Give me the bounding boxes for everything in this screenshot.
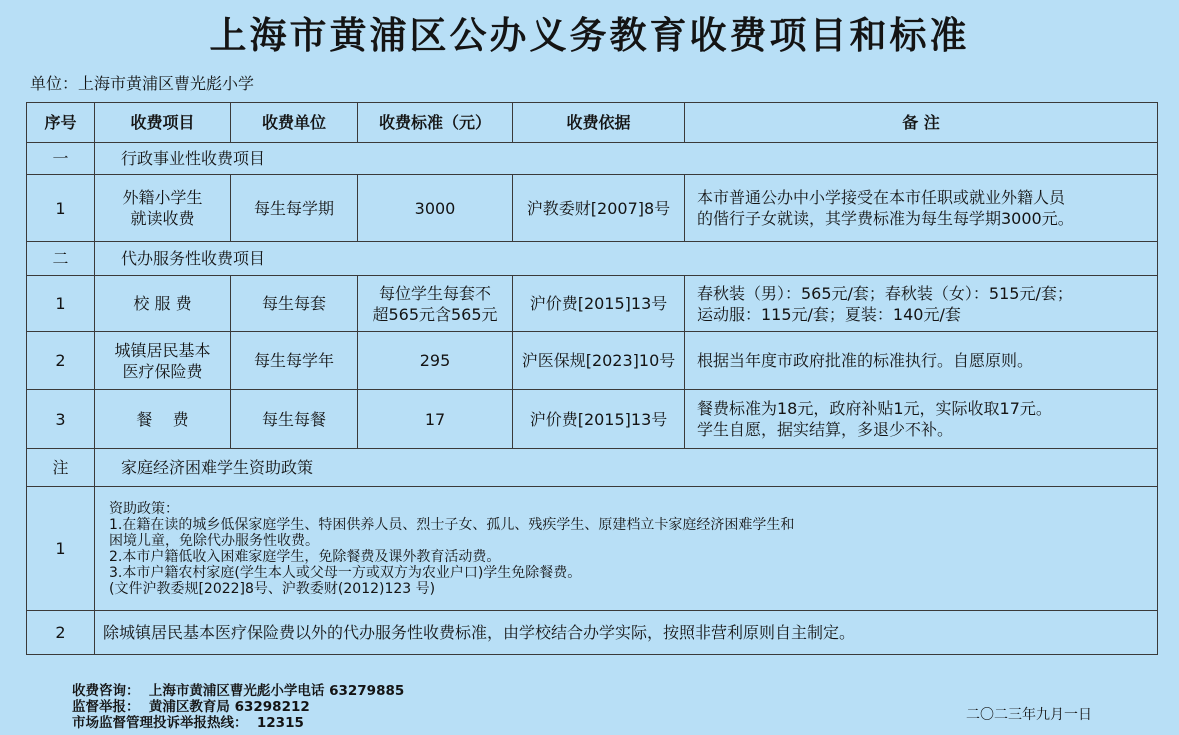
- consult-line: 收费咨询： 上海市黄浦区曹光彪小学电话 63279885: [72, 683, 405, 699]
- header-standard: 收费标准（元）: [358, 103, 513, 143]
- section-row-service: [27, 242, 1158, 276]
- section-title: 家庭经济困难学生资助政策: [95, 449, 1158, 487]
- row-item: 外籍小学生 就读收费: [95, 175, 231, 242]
- row-basis: 沪价费[2015]13号: [513, 276, 685, 332]
- section-title: 行政事业性收费项目: [95, 143, 1158, 175]
- footer-contacts: [72, 683, 404, 731]
- row-unit: 每生每餐: [231, 390, 358, 449]
- row-remark: 春秋装（男）：565元/套；春秋装（女）：515元/套； 运动服：115元/套；夏装：140元/套: [685, 276, 1158, 332]
- row-item: 餐 费: [95, 390, 231, 449]
- row-remark: 根据当年度市政府批准的标准执行。自愿原则。: [685, 332, 1158, 390]
- school-unit: 单位：上海市黄浦区曹光彪小学: [30, 74, 255, 93]
- row-item: 城镇居民基本 医疗保险费: [95, 332, 231, 390]
- note-text: 除城镇居民基本医疗保险费以外的代办服务性收费标准，由学校结合办学实际，按照非营利原则自主制定。: [95, 611, 1158, 655]
- row-standard: 3000: [358, 175, 513, 242]
- table-row: [27, 390, 1158, 449]
- row-item: 校 服 费: [95, 276, 231, 332]
- row-seq: 2: [27, 611, 95, 655]
- row-seq: 3: [27, 390, 95, 449]
- row-seq: 1: [27, 487, 95, 611]
- section-title: 代办服务性收费项目: [95, 242, 1158, 276]
- section-number: 二: [27, 242, 95, 276]
- issue-date: 二〇二三年九月一日: [966, 707, 1092, 723]
- table-row: [27, 611, 1158, 655]
- row-basis: 沪价费[2015]13号: [513, 390, 685, 449]
- header-unit: 收费单位: [231, 103, 358, 143]
- row-standard: 每位学生每套不 超565元含565元: [358, 276, 513, 332]
- section-row-notes: [27, 449, 1158, 487]
- header-basis: 收费依据: [513, 103, 685, 143]
- fee-table: [26, 102, 1158, 655]
- section-number: 一: [27, 143, 95, 175]
- row-basis: 沪医保规[2023]10号: [513, 332, 685, 390]
- section-number: 注: [27, 449, 95, 487]
- row-seq: 1: [27, 175, 95, 242]
- policy-text: 资助政策： 1.在籍在读的城乡低保家庭学生、特困供养人员、烈士子女、孤儿、残疾学生、原建档立卡家庭经济困难学生和 困境儿童，免除代办服务性收费。 2.本市户籍低收入困难家庭学生，免除餐费及课外教育活动费。 3.本市户籍农村家庭(学生本人或父母一方或双方为农业户口)学生免除餐费。 (文件沪教委规[2022]8号、沪教委财(2012)123 号): [95, 487, 1158, 611]
- row-basis: 沪教委财[2007]8号: [513, 175, 685, 242]
- row-standard: 295: [358, 332, 513, 390]
- section-row-admin: [27, 143, 1158, 175]
- row-remark: 本市普通公办中小学接受在本市任职或就业外籍人员 的偕行子女就读，其学费标准为每生每学期3000元。: [685, 175, 1158, 242]
- row-seq: 2: [27, 332, 95, 390]
- table-header-row: [27, 103, 1158, 143]
- header-item: 收费项目: [95, 103, 231, 143]
- row-remark: 餐费标准为18元，政府补贴1元，实际收取17元。 学生自愿，据实结算，多退少不补。: [685, 390, 1158, 449]
- document-title: 上海市黄浦区公办义务教育收费项目和标准: [209, 14, 970, 57]
- header-remark: 备 注: [685, 103, 1158, 143]
- row-standard: 17: [358, 390, 513, 449]
- table-row: [27, 175, 1158, 242]
- table-row: [27, 276, 1158, 332]
- supervise-line: 监督举报： 黄浦区教育局 63298212: [72, 699, 310, 715]
- row-unit: 每生每学年: [231, 332, 358, 390]
- row-unit: 每生每学期: [231, 175, 358, 242]
- hotline-line: 市场监督管理投诉举报热线： 12315: [72, 715, 304, 731]
- table-row: [27, 332, 1158, 390]
- header-seq: 序号: [27, 103, 95, 143]
- row-seq: 1: [27, 276, 95, 332]
- table-row: [27, 487, 1158, 611]
- row-unit: 每生每套: [231, 276, 358, 332]
